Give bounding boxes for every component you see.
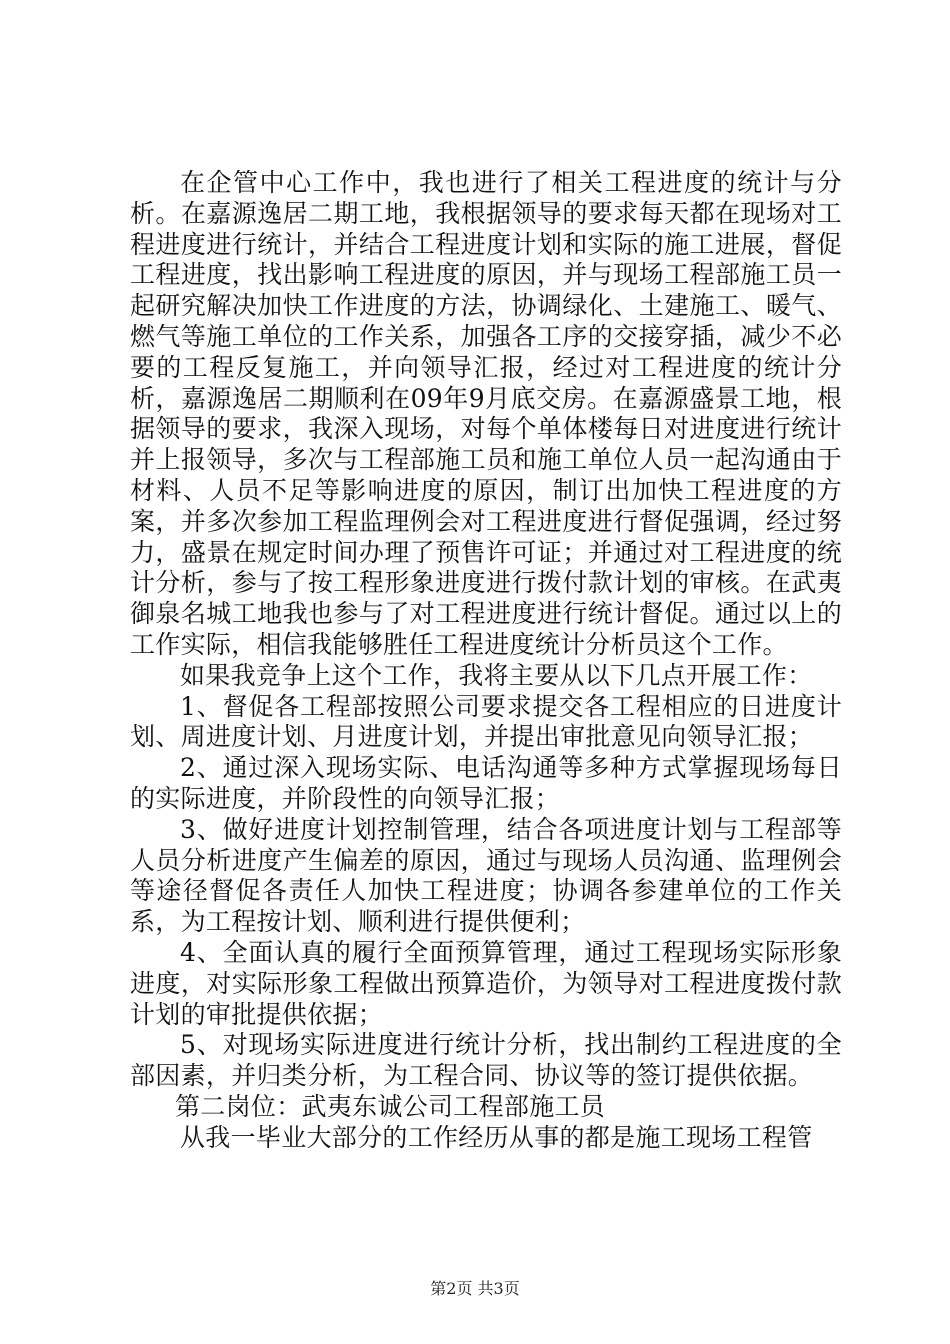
paragraph-experience: 从我一毕业大部分的工作经历从事的都是施工现场工程管 [180, 1122, 813, 1152]
paragraph-plan-intro: 如果我竞争上这个工作，我将主要从以下几点开展工作： [180, 660, 813, 690]
paragraph-item-5: 5、对现场实际进度进行统计分析，找出制约工程进度的全部因素，并归类分析，为工程合同、协议等的签订提供依据。 [130, 1030, 842, 1091]
document-body [130, 168, 842, 1154]
paragraph-item-4: 4、全面认真的履行全面预算管理，通过工程现场实际形象进度，对实际形象工程做出预算造价，为领导对工程进度拨付款计划的审批提供依据； [130, 937, 842, 1029]
paragraph-item-2: 2、通过深入现场实际、电话沟通等多种方式掌握现场每日的实际进度，并阶段性的向领导汇报； [130, 753, 842, 813]
paragraph-item-1: 1、督促各工程部按照公司要求提交各工程相应的日进度计划、周进度计划、月进度计划，并提出审批意见向领导汇报； [130, 691, 842, 752]
paragraph-work-summary: 在企管中心工作中，我也进行了相关工程进度的统计与分析。在嘉源逸居二期工地，我根据领导的要求每天都在现场对工程进度进行统计，并结合工程进度计划和实际的施工进展，督促工程进度，找出影响工程进度的原因，并与现场工程部施工员一起研究解决加快工作进度的方法，协调绿化、土建施工、暖气、燃气等施工单位的工作关系，加强各工序的交接穿插，减少不必要的工程反复施工，并向领导汇报，经过对工程进度的统计分析，嘉源逸居二期顺利在09年9月底交房。在嘉源盛景工地，根据领导的要求，我深入现场，对每个单体楼每日对进度进行统计并上报领导，多次与工程部施工员和施工单位人员一起沟通由于材料、人员不足等影响进度的原因，制订出加快工程进度的方案，并多次参加工程监理例会对工程进度进行督促强调，经过努力，盛景在规定时间办理了预售许可证；并通过对工程进度的统计分析，参与了按工程形象进度进行拨付款计划的审核。在武夷御泉名城工地我也参与了对工程进度进行统计督促。通过以上的工作实际，相信我能够胜任工程进度统计分析员这个工作。 [130, 168, 842, 659]
section-heading-second-position: 第二岗位：武夷东诚公司工程部施工员 [175, 1091, 606, 1121]
paragraph-item-3: 3、做好进度计划控制管理，结合各项进度计划与工程部等人员分析进度产生偏差的原因，通过与现场人员沟通、监理例会等途径督促各责任人加快工程进度；协调各参建单位的工作关系，为工程按计划、顺利进行提供便利； [130, 814, 842, 937]
page-number-footer: 第2页 共3页 [430, 1279, 520, 1298]
